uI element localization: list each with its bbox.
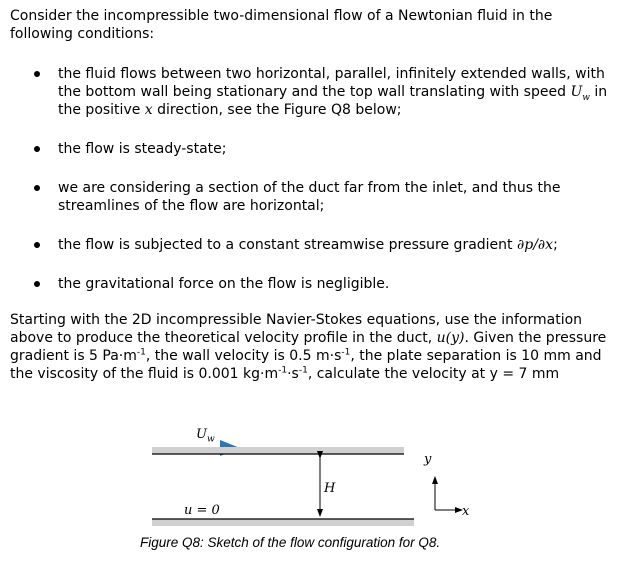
figure-caption: Figure Q8: Sketch of the flow configuration for Q8.	[140, 535, 441, 550]
list-item	[10, 65, 608, 119]
list-item	[10, 179, 608, 215]
x-axis-label: x	[462, 504, 470, 519]
y-axis-label: y	[424, 452, 432, 467]
velocity-profile-symbol: u(y)	[436, 330, 465, 346]
condition-3-text: we are considering a section of the duct far from the inlet, and thus the streamlines of the flow are horizontal;	[58, 180, 561, 214]
condition-1-text-c: direction, see the Figure Q8 below;	[152, 102, 402, 118]
height-label: H	[324, 481, 336, 496]
list-item	[10, 236, 608, 254]
list-item	[10, 275, 608, 293]
top-wall	[152, 447, 404, 454]
conditions-list	[10, 65, 608, 293]
pressure-gradient-symbol: ∂p/∂x	[517, 237, 554, 253]
bottom-wall-velocity-label: u = 0	[184, 503, 220, 518]
question-text: Starting with the 2D incompressible Navier-Stokes equations, use the information above to produce the theoretical velocity profile in the duct, u(y). Given the pressure gradient is 5 $Pa\cdot m^{-1}$, the wall velocity is 0.5 $m\cdot s^{-1}$, the plate separation is 10 mm and the viscosity of the fluid is 0.001 $kg\cdot m^{-1}\cdot s^{-1}$, calculate the velocity at y = 7 mm	[10, 312, 607, 382]
x-symbol: x	[144, 102, 153, 118]
condition-5-text: the gravitational force on the flow is negligible.	[58, 276, 390, 292]
list-item	[10, 140, 608, 158]
condition-1-text-a: the fluid flows between two horizontal, parallel, infinitely extended walls, with the bottom wall being stationary and the top wall translating with speed	[58, 66, 605, 100]
bottom-wall	[152, 519, 414, 526]
condition-2-text: the flow is steady-state;	[58, 141, 227, 157]
intro-text: Consider the incompressible two-dimensional flow of a Newtonian fluid in the following conditions:	[10, 8, 553, 42]
condition-1-text-b: in the positive	[58, 84, 608, 118]
question-document	[10, 7, 608, 383]
wall-speed-symbol: $U_w$	[570, 84, 590, 103]
wall-speed-label: $U_w$	[196, 427, 215, 445]
condition-4-text-a: the flow is subjected to a constant streamwise pressure gradient	[58, 237, 517, 253]
condition-4-text-b: ;	[553, 237, 558, 253]
